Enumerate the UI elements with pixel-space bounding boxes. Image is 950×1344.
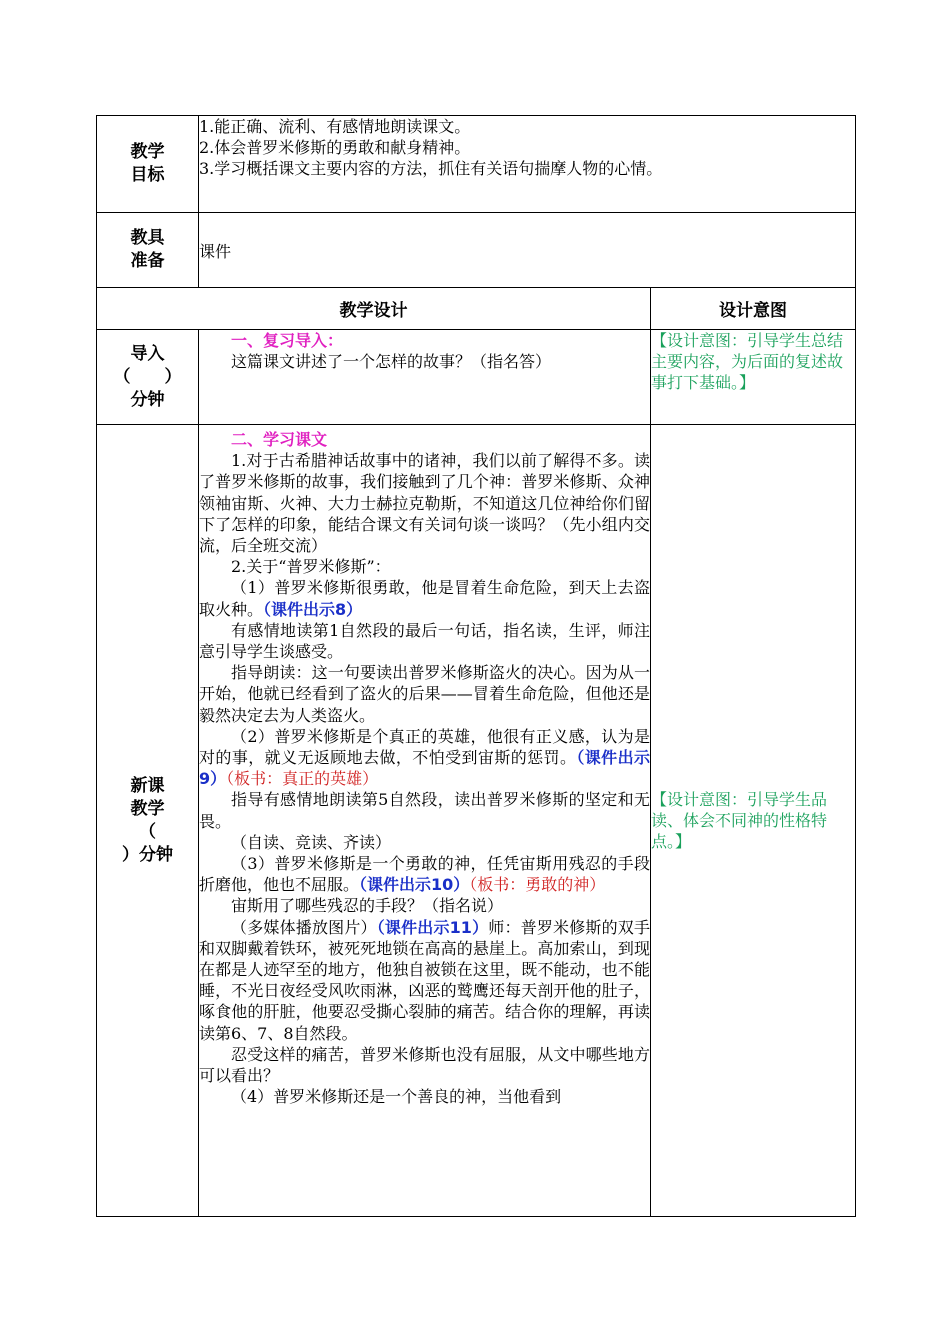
- intro-label: 导入 （ ） 分钟: [97, 330, 199, 425]
- paragraph-8: （自读、竞读、齐读）: [231, 832, 392, 852]
- design-header: 教学设计: [97, 288, 651, 330]
- intro-question: 这篇课文讲述了一个怎样的故事？（指名答）: [231, 352, 552, 372]
- paragraph-12: 忍受这样的痛苦，普罗米修斯也没有屈服，从文中哪些地方可以看出？: [199, 1044, 650, 1086]
- newlesson-heading: 二、学习课文: [231, 430, 328, 449]
- courseware-8: （课件出示8）: [263, 599, 363, 619]
- newlesson-intent: 【设计意图：引导学生品读、体会不同神的性格特点。】: [651, 425, 856, 1217]
- paragraph-13: （4）普罗米修斯还是一个善良的神，当他看到: [231, 1087, 562, 1107]
- paragraph-4: 有感情地读第1自然段的最后一句话，指名读，生评，师注意引导学生谈感受。: [199, 620, 650, 662]
- goal-item-1: 1.能正确、流利、有感情地朗读课文。: [199, 117, 471, 136]
- board-note-hero: （板书：真正的英雄）: [226, 769, 379, 789]
- paragraph-9: （3）普罗米修斯是一个勇敢的神，任凭宙斯用残忍的手段折磨他，他也不屈服。（课件出示10）（板书：勇敢的神）: [199, 854, 650, 895]
- header-row: [97, 288, 856, 330]
- newlesson-content: [199, 425, 651, 1217]
- goals-content: [199, 116, 856, 213]
- paragraph-5: 指导朗读：这一句要读出普罗米修斯盗火的决心。因为从一开始，他就已经看到了盗火的后果——冒着生命危险，但他还是毅然决定去为人类盗火。: [199, 663, 650, 725]
- paragraph-1: 1.对于古希腊神话故事中的诸神，我们以前了解得不多。读了普罗米修斯的故事，我们接触到了几个神：普罗米修斯、众神领袖宙斯、火神、大力士赫拉克勒斯，不知道这几位神给你们留下了怎样的印象，能结合课文有关词句谈一谈吗？（先小组内交流，后全班交流）: [199, 451, 650, 556]
- paragraph-10: 宙斯用了哪些残忍的手段？（指名说）: [231, 896, 504, 916]
- tools-row: [97, 213, 856, 288]
- newlesson-label: 新课 教学 （ ）分钟: [97, 425, 199, 1217]
- courseware-11: （课件出示11）: [376, 917, 489, 937]
- newlesson-row: [97, 425, 856, 1217]
- goal-item-2: 2.体会普罗米修斯的勇敢和献身精神。: [199, 138, 471, 158]
- paragraph-2: 2.关于“普罗米修斯”：: [231, 557, 391, 577]
- lesson-plan-table: [96, 115, 856, 1217]
- intro-content: [199, 330, 651, 425]
- goals-row: [97, 116, 856, 213]
- intent-header: 设计意图: [651, 288, 856, 330]
- paragraph-11: （多媒体播放图片）（课件出示11）师：普罗米修斯的双手和双脚戴着铁环，被死死地锁在高高的悬崖上。高加索山，到现在都是人迹罕至的地方，他独自被锁在这里，既不能动，也不能睡，不光日夜经受风吹雨淋，凶恶的鹫鹰还每天剖开他的肚子，啄食他的肝脏，他要忍受撕心裂肺的痛苦。结合你的理解，再读读第6、7、8自然段。: [199, 917, 650, 1043]
- paragraph-7: 指导有感情地朗读第5自然段，读出普罗米修斯的坚定和无畏。: [199, 790, 650, 831]
- courseware-10: （课件出示10）: [359, 875, 470, 895]
- goals-label: 教学 目标: [97, 116, 199, 213]
- intro-intent: 【设计意图：引导学生总结主要内容，为后面的复述故事打下基础。】: [651, 330, 856, 425]
- goal-item-3: 3.学习概括课文主要内容的方法，抓住有关语句揣摩人物的心情。: [199, 159, 663, 179]
- board-note-brave: （板书：勇敢的神）: [469, 875, 606, 895]
- tools-value: 课件: [199, 213, 856, 288]
- intro-row: [97, 330, 856, 425]
- paragraph-3: （1）普罗米修斯很勇敢，他是冒着生命危险，到天上去盗取火种。（课件出示8）: [199, 578, 650, 619]
- courseware-9: （课件出示9）: [199, 748, 650, 789]
- intro-heading: 一、复习导入：: [231, 331, 344, 350]
- tools-label: 教具 准备: [97, 213, 199, 288]
- paragraph-6: （2）普罗米修斯是个真正的英雄，他很有正义感，认为是对的事，就义无返顾地去做，不怕受到宙斯的惩罚。（课件出示9）（板书：真正的英雄）: [199, 726, 650, 789]
